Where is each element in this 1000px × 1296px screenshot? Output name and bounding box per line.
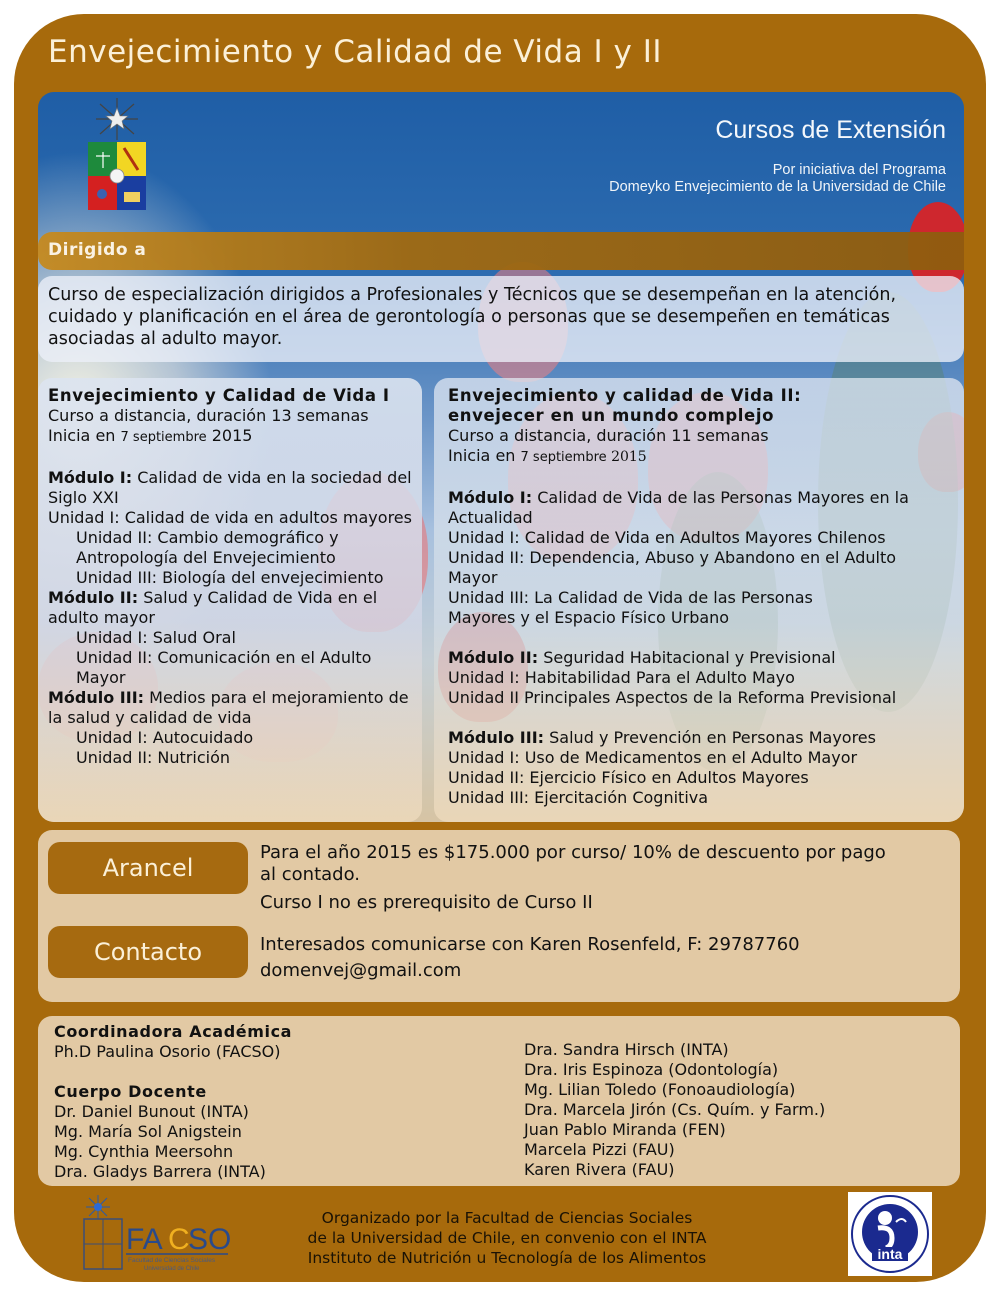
staff-left-column bbox=[54, 1022, 292, 1182]
universidad-de-chile-crest-icon bbox=[88, 96, 146, 214]
inta-logo-text: inta bbox=[877, 1246, 903, 1262]
staff-right-column bbox=[524, 1040, 825, 1180]
staff-panel bbox=[38, 1016, 960, 1186]
course-2-module-2 bbox=[448, 648, 948, 668]
course-2-unit: Unidad II: Ejercicio Físico en Adultos Mayores bbox=[448, 768, 809, 787]
course-2-unit: Unidad II: Dependencia, Abuso y Abandono en el Adulto Mayor bbox=[448, 548, 897, 587]
facso-logo-text: FA bbox=[126, 1223, 163, 1256]
module-title: Medios para el mejoramiento de la salud y calidad de vida bbox=[48, 688, 409, 727]
faculty-member: Dra. Iris Espinoza (Odontología) bbox=[524, 1060, 779, 1079]
course-2-panel bbox=[434, 378, 964, 822]
organizer-line3: Instituto de Nutrición u Tecnología de los Alimentos bbox=[307, 1249, 707, 1267]
course-2-duration: Curso a distancia, duración 11 semanas bbox=[448, 426, 769, 445]
target-audience-bar bbox=[38, 232, 964, 270]
course-2-start-year: 2015 bbox=[606, 449, 647, 465]
poster-title: Envejecimiento y Calidad de Vida I y II bbox=[48, 34, 663, 70]
faculty-member: Juan Pablo Miranda (FEN) bbox=[524, 1120, 726, 1139]
fees-contact-panel bbox=[38, 830, 960, 1002]
course-1-unit: Unidad I: Salud Oral bbox=[76, 628, 236, 647]
module-title: Salud y Prevención en Personas Mayores bbox=[544, 728, 876, 747]
coordinator-heading: Coordinadora Académica bbox=[54, 1022, 293, 1041]
course-1-duration: Curso a distancia, duración 13 semanas bbox=[48, 406, 369, 425]
course-1-start-prefix: Inicia en bbox=[48, 426, 121, 445]
course-2-title-line2: envejecer en un mundo complejo bbox=[448, 406, 775, 425]
target-audience-box bbox=[38, 276, 964, 362]
hero-banner bbox=[38, 92, 964, 822]
module-title: Calidad de Vida de las Personas Mayores en la Actualidad bbox=[448, 488, 909, 527]
fees-line3: Curso I no es prerequisito de Curso II bbox=[260, 892, 593, 913]
coordinator-name: Ph.D Paulina Osorio (FACSO) bbox=[54, 1042, 281, 1061]
module-label: Módulo I: bbox=[48, 468, 133, 487]
course-1-panel bbox=[38, 378, 422, 822]
module-title: Salud y Calidad de Vida en el adulto mayor bbox=[48, 588, 378, 627]
module-title: Seguridad Habitacional y Previsional bbox=[538, 648, 836, 667]
svg-text:Facultad de Ciencias Sociales: Facultad de Ciencias Sociales bbox=[128, 1257, 216, 1264]
extension-courses-heading: Cursos de Extensión bbox=[715, 116, 946, 144]
faculty-member: Dra. Marcela Jirón (Cs. Quím. y Farm.) bbox=[524, 1100, 826, 1119]
course-1-title: Envejecimiento y Calidad de Vida I bbox=[48, 386, 390, 405]
course-1-module-2 bbox=[48, 588, 422, 628]
contact-line1: Interesados comunicarse con Karen Rosenfeld, F: 29787760 bbox=[260, 934, 800, 955]
organizer-line2: de la Universidad de Chile, en convenio con el INTA bbox=[307, 1229, 707, 1247]
course-1-module-3 bbox=[48, 688, 422, 728]
organizer-text bbox=[272, 1208, 742, 1268]
course-2-module-3 bbox=[448, 728, 948, 748]
faculty-member: Dra. Gladys Barrera (INTA) bbox=[54, 1162, 266, 1181]
fees-line1: Para el año 2015 es $175.000 por curso/ 10% de descuento por pago bbox=[260, 842, 886, 863]
course-2-module-1 bbox=[448, 488, 948, 528]
fees-tag: Arancel bbox=[48, 842, 248, 894]
course-1-start-year: 2015 bbox=[206, 426, 253, 445]
course-2-start-date: 7 septiembre bbox=[520, 450, 607, 465]
module-label: Módulo I: bbox=[448, 488, 533, 507]
course-1-unit: Unidad I: Autocuidado bbox=[76, 728, 254, 747]
contact-email[interactable]: domenvej@gmail.com bbox=[260, 960, 462, 981]
course-2-content bbox=[448, 386, 948, 808]
module-label: Módulo III: bbox=[448, 728, 545, 747]
program-initiative-line2: Domeyko Envejecimiento de la Universidad de Chile bbox=[609, 179, 946, 195]
faculty-member: Marcela Pizzi (FAU) bbox=[524, 1140, 675, 1159]
svg-text:C: C bbox=[168, 1223, 190, 1256]
course-2-title-line1: Envejecimiento y calidad de Vida II: bbox=[448, 386, 802, 405]
svg-text:SO: SO bbox=[188, 1223, 232, 1256]
course-2-start-prefix: Inicia en bbox=[448, 446, 521, 465]
course-2-start bbox=[448, 446, 948, 468]
course-2-unit: Unidad II Principales Aspectos de la Reforma Previsional bbox=[448, 688, 897, 707]
faculty-member: Dra. Sandra Hirsch (INTA) bbox=[524, 1040, 729, 1059]
course-1-module-1 bbox=[48, 468, 422, 508]
course-1-unit: Unidad I: Calidad de vida en adultos mayores bbox=[48, 508, 412, 527]
fees-line2: al contado. bbox=[260, 864, 361, 885]
module-label: Módulo III: bbox=[48, 688, 145, 707]
faculty-member: Mg. María Sol Anigstein bbox=[54, 1122, 242, 1141]
course-1-unit: Unidad II: Comunicación en el Adulto Mayor bbox=[76, 648, 372, 687]
contact-text bbox=[260, 934, 940, 982]
course-1-unit: Unidad II: Nutrición bbox=[76, 748, 230, 767]
contact-tag: Contacto bbox=[48, 926, 248, 978]
faculty-member: Mg. Cynthia Meersohn bbox=[54, 1142, 234, 1161]
course-1-content bbox=[48, 386, 422, 768]
module-label: Módulo II: bbox=[448, 648, 539, 667]
course-2-unit: Unidad I: Calidad de Vida en Adultos Mayores Chilenos bbox=[448, 528, 886, 547]
organizer-line1: Organizado por la Facultad de Ciencias Sociales bbox=[321, 1209, 693, 1227]
faculty-member: Mg. Lilian Toledo (Fonoaudiología) bbox=[524, 1080, 796, 1099]
fees-text bbox=[260, 842, 940, 914]
target-audience-label: Dirigido a bbox=[48, 240, 147, 260]
course-1-start-date: 7 septiembre bbox=[120, 430, 207, 445]
course-1-unit: Unidad III: Biología del envejecimiento bbox=[76, 568, 384, 587]
faculty-member: Dr. Daniel Bunout (INTA) bbox=[54, 1102, 249, 1121]
inta-logo-icon bbox=[848, 1192, 932, 1276]
course-2-unit: Unidad I: Uso de Medicamentos en el Adulto Mayor bbox=[448, 748, 858, 767]
course-2-unit: Unidad III: Ejercitación Cognitiva bbox=[448, 788, 709, 807]
course-2-unit: Unidad III: La Calidad de Vida de las Personas Mayores y el Espacio Físico Urbano bbox=[448, 588, 813, 627]
course-1-start bbox=[48, 426, 422, 448]
svg-text:Universidad de Chile: Universidad de Chile bbox=[144, 1266, 200, 1272]
facso-logo-icon bbox=[82, 1193, 232, 1273]
module-title: Calidad de vida en la sociedad del Siglo XXI bbox=[48, 468, 412, 507]
module-label: Módulo II: bbox=[48, 588, 139, 607]
program-initiative-line1: Por iniciativa del Programa bbox=[772, 162, 946, 178]
course-2-unit: Unidad I: Habitabilidad Para el Adulto Mayo bbox=[448, 668, 795, 687]
target-audience-text: Curso de especialización dirigidos a Profesionales y Técnicos que se desempeñan en la atención, cuidado y planificación en el área de gerontología o personas que se desempeñen en temáticas asociadas al adulto mayor. bbox=[48, 285, 897, 349]
faculty-heading: Cuerpo Docente bbox=[54, 1082, 207, 1101]
program-initiative-text bbox=[609, 162, 946, 196]
course-1-unit: Unidad II: Cambio demográfico y Antropología del Envejecimiento bbox=[76, 528, 339, 567]
faculty-member: Karen Rivera (FAU) bbox=[524, 1160, 675, 1179]
